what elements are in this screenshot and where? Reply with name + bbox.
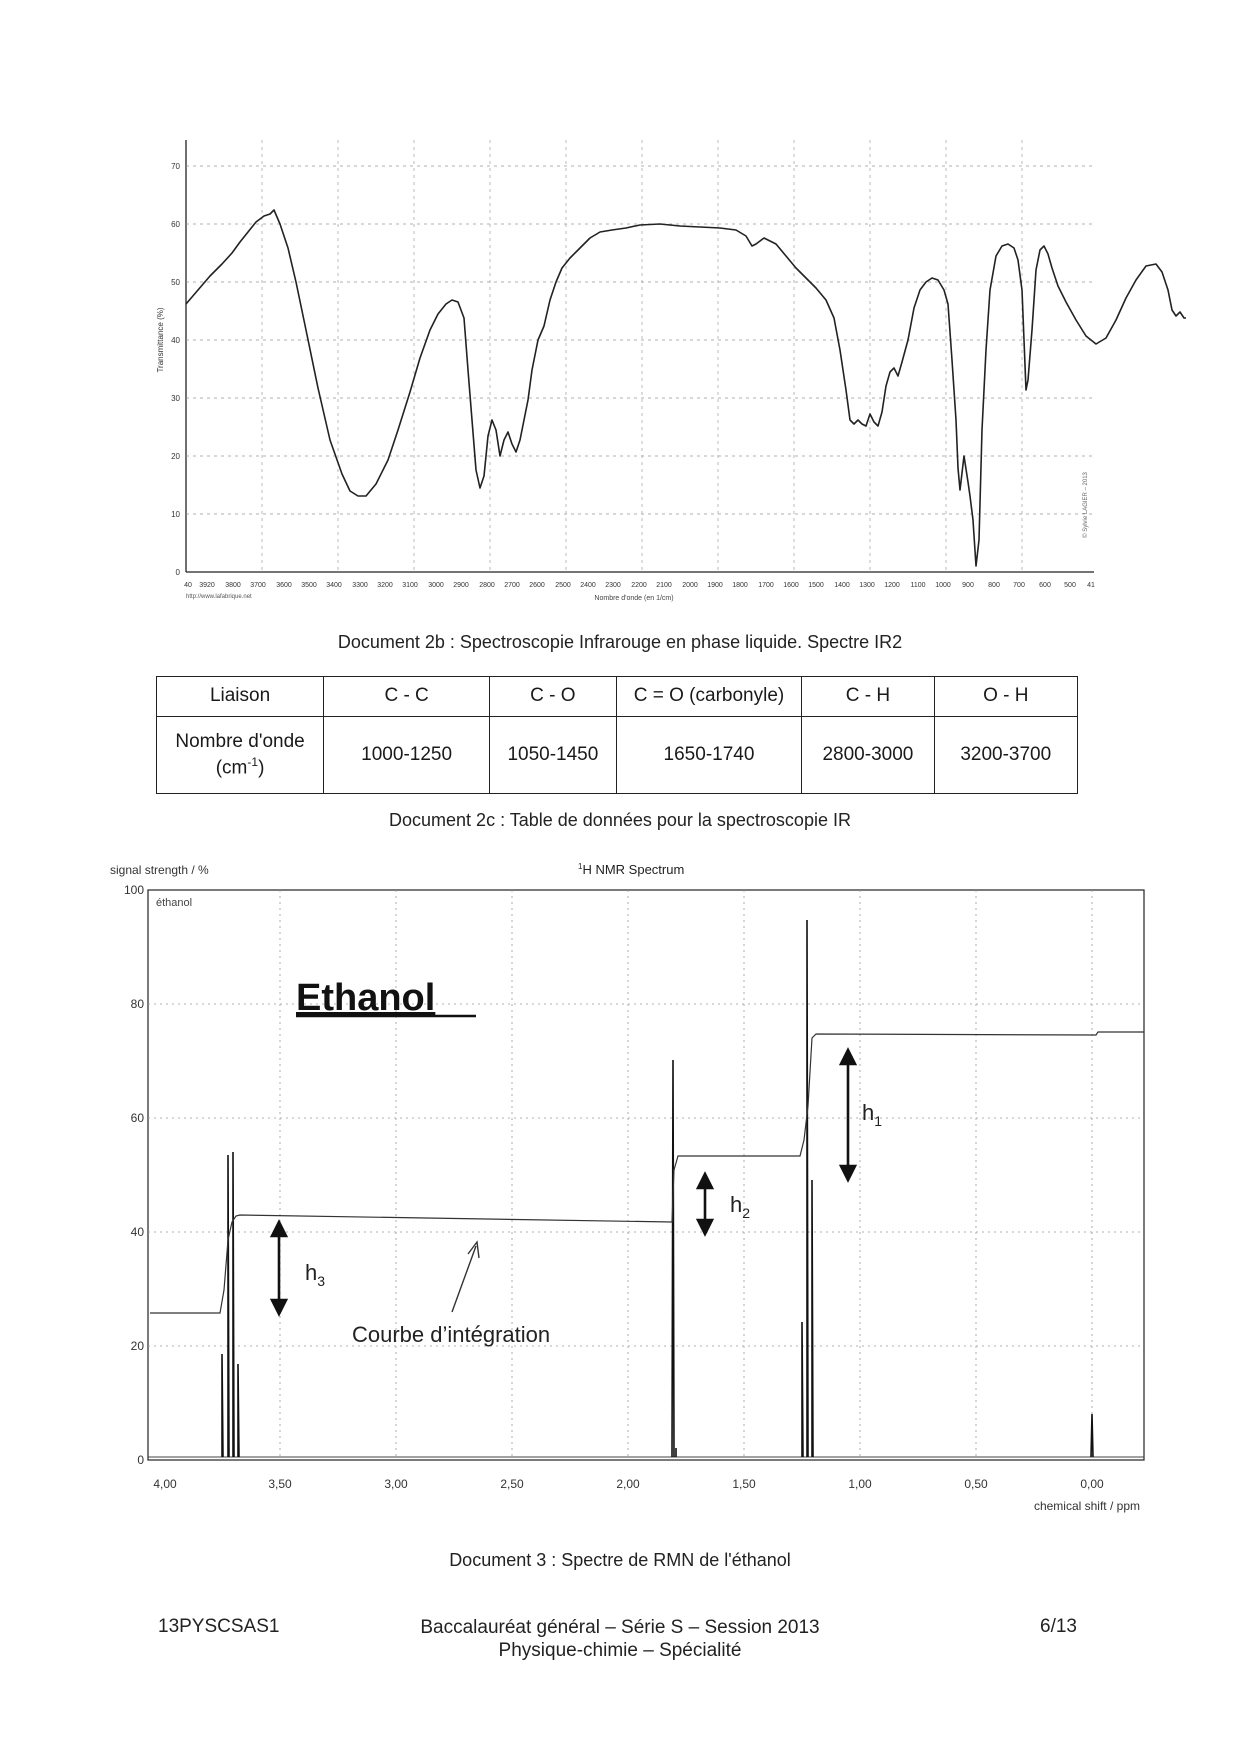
table-header-liaison: Liaison bbox=[157, 677, 324, 717]
nmr-x-label: chemical shift / ppm bbox=[1033, 1499, 1140, 1513]
ir-x-tick: 3200 bbox=[377, 582, 393, 589]
ir-x-tick: 3300 bbox=[352, 582, 368, 589]
ir-spectrum-trace bbox=[186, 210, 1186, 566]
ir-x-tick: 3500 bbox=[301, 582, 317, 589]
nmr-peak-quartet bbox=[222, 1152, 239, 1457]
nmr-x-tick: 3,00 bbox=[384, 1477, 408, 1491]
ir-x-tick: 1000 bbox=[935, 582, 951, 589]
table-cell-bond: O - H bbox=[934, 677, 1077, 717]
table-cell-range: 2800-3000 bbox=[802, 716, 934, 793]
nmr-plot-frame bbox=[148, 890, 1144, 1460]
ir-y-tick: 20 bbox=[171, 452, 180, 461]
nmr-h-grid bbox=[148, 1004, 1144, 1346]
ir-x-tick: 3700 bbox=[250, 582, 266, 589]
table-cell-bond: C - O bbox=[490, 677, 617, 717]
ir-x-tick: 2300 bbox=[605, 582, 621, 589]
ir-x-label: Nombre d'onde (en 1/cm) bbox=[594, 595, 674, 602]
ir-x-tick: 700 bbox=[1013, 582, 1025, 589]
ir-y-tick: 50 bbox=[171, 278, 180, 287]
h1-sub: 1 bbox=[874, 1113, 883, 1129]
ir-x-tick: 2700 bbox=[504, 582, 520, 589]
table-cell-range: 1650-1740 bbox=[616, 716, 802, 793]
ir-x-tick: 1400 bbox=[834, 582, 850, 589]
caption-3: Document 3 : Spectre de RMN de l'éthanol bbox=[449, 1550, 791, 1570]
ir-watermark: © Sylvie LAGIER – 2013 bbox=[1083, 472, 1089, 538]
nmr-spectrum-chart bbox=[0, 850, 1240, 1530]
ir-x-tick: 2100 bbox=[656, 582, 672, 589]
nmr-x-tick: 1,50 bbox=[732, 1477, 756, 1491]
nmr-x-tick: 0,00 bbox=[1080, 1477, 1104, 1491]
caption-2b: Document 2b : Spectroscopie Infrarouge en phase liquide. Spectre IR2 bbox=[337, 632, 903, 652]
table-row-label-unit: (cm bbox=[215, 757, 248, 779]
ir-x-tick: 2800 bbox=[479, 582, 495, 589]
ir-x-tick: 1100 bbox=[910, 582, 926, 589]
h3-sub: 3 bbox=[317, 1273, 326, 1289]
table-row-label-unit-close: ) bbox=[258, 757, 265, 779]
ir-y-tick: 30 bbox=[171, 394, 180, 403]
ir-x-tick: 800 bbox=[988, 582, 1000, 589]
ir-x-tick: 41 bbox=[1087, 582, 1095, 589]
integration-label: Courbe d’intégration bbox=[352, 1322, 551, 1347]
ir-y-tick: 0 bbox=[175, 568, 180, 577]
caption-2c: Document 2c : Table de données pour la spectroscopie IR bbox=[389, 810, 851, 830]
nmr-title-sup: 1 bbox=[578, 862, 583, 871]
ir-x-tick: 600 bbox=[1039, 582, 1051, 589]
ir-x-tick: 1800 bbox=[732, 582, 748, 589]
ir-x-tick: 900 bbox=[962, 582, 974, 589]
ir-x-tick: 2000 bbox=[682, 582, 698, 589]
nmr-y-tick: 0 bbox=[137, 1453, 144, 1467]
nmr-integration-curve bbox=[150, 1032, 1144, 1313]
ir-x-tick: 3100 bbox=[402, 582, 418, 589]
ir-x-tick: 2400 bbox=[580, 582, 596, 589]
nmr-peak-reference bbox=[1091, 1414, 1093, 1457]
ir-x-tick: 1700 bbox=[758, 582, 774, 589]
footer-line-1: Baccalauréat général – Série S – Session 2013 bbox=[420, 1617, 820, 1638]
table-cell-bond: C - C bbox=[324, 677, 490, 717]
nmr-y-tick: 100 bbox=[123, 883, 144, 897]
ir-x-tick: 3920 bbox=[199, 582, 215, 589]
table-cell-range: 1000-1250 bbox=[324, 716, 490, 793]
nmr-y-tick: 40 bbox=[130, 1225, 144, 1239]
h2-arrow bbox=[698, 1174, 712, 1234]
ir-spectrum-chart bbox=[0, 0, 1240, 610]
ir-x-tick: 1600 bbox=[783, 582, 799, 589]
ir-x-tick: 1200 bbox=[884, 582, 900, 589]
nmr-peak-triplet bbox=[802, 920, 813, 1457]
nmr-compound-tag: éthanol bbox=[156, 897, 193, 909]
nmr-title bbox=[578, 862, 684, 877]
h3-arrow bbox=[272, 1222, 286, 1314]
h2-label: $h_2$ bbox=[730, 1192, 751, 1221]
table-row bbox=[157, 716, 1078, 793]
nmr-y-tick: 80 bbox=[130, 997, 144, 1011]
nmr-v-grid bbox=[280, 890, 1092, 1460]
h1-label: $h_1$ bbox=[862, 1100, 883, 1129]
footer-code: 13PYSCSAS1 bbox=[158, 1616, 280, 1637]
ir-source-text: http://www.lafabrique.net bbox=[186, 594, 252, 600]
integration-pointer bbox=[452, 1242, 479, 1312]
ir-x-tick: 1500 bbox=[808, 582, 824, 589]
nmr-y-tick: 20 bbox=[130, 1339, 144, 1353]
table-row bbox=[157, 677, 1078, 717]
table-cell-bond: C - H bbox=[802, 677, 934, 717]
ir-y-tick: 10 bbox=[171, 510, 180, 519]
ir-x-tick: 1900 bbox=[707, 582, 723, 589]
ir-x-tick: 40 bbox=[184, 582, 192, 589]
table-cell-bond: C = O (carbonyle) bbox=[616, 677, 802, 717]
ir-y-label: Transmittance (%) bbox=[156, 307, 165, 373]
ir-x-tick: 1300 bbox=[859, 582, 875, 589]
footer-line-2: Physique-chimie – Spécialité bbox=[498, 1640, 742, 1661]
ir-y-tick: 60 bbox=[171, 220, 180, 229]
nmr-x-tick: 4,00 bbox=[153, 1477, 177, 1491]
table-cell-range: 1050-1450 bbox=[490, 716, 617, 793]
nmr-x-tick: 2,50 bbox=[500, 1477, 524, 1491]
nmr-y-label: signal strength / % bbox=[110, 863, 209, 877]
ir-x-tick: 500 bbox=[1064, 582, 1076, 589]
table-row-label bbox=[157, 716, 324, 793]
ir-v-grid bbox=[262, 140, 1022, 572]
ir-data-table bbox=[156, 676, 1078, 794]
nmr-x-tick: 3,50 bbox=[268, 1477, 292, 1491]
footer-page-number: 6/13 bbox=[1040, 1616, 1077, 1637]
nmr-peak-singlet bbox=[672, 1060, 676, 1457]
table-row-label-main: Nombre d'onde bbox=[175, 731, 305, 753]
h2-sub: 2 bbox=[742, 1205, 751, 1221]
ir-y-tick: 70 bbox=[171, 162, 180, 171]
ir-y-tick: 40 bbox=[171, 336, 180, 345]
ir-x-tick: 2900 bbox=[453, 582, 469, 589]
ir-x-tick: 3000 bbox=[428, 582, 444, 589]
table-cell-range: 3200-3700 bbox=[934, 716, 1077, 793]
nmr-x-tick: 1,00 bbox=[848, 1477, 872, 1491]
nmr-overlay-title: Ethanol bbox=[296, 977, 436, 1019]
ir-x-tick: 3400 bbox=[326, 582, 342, 589]
nmr-x-tick: 2,00 bbox=[616, 1477, 640, 1491]
nmr-title-main: H NMR Spectrum bbox=[582, 862, 685, 877]
footer-center bbox=[360, 1616, 880, 1662]
ir-x-tick: 3800 bbox=[225, 582, 241, 589]
ir-x-tick: 2600 bbox=[529, 582, 545, 589]
ir-x-tick: 3600 bbox=[276, 582, 292, 589]
h1-arrow bbox=[841, 1050, 855, 1180]
ir-x-tick: 2500 bbox=[555, 582, 571, 589]
ir-x-tick: 2200 bbox=[631, 582, 647, 589]
nmr-x-tick: 0,50 bbox=[964, 1477, 988, 1491]
nmr-y-tick: 60 bbox=[130, 1111, 144, 1125]
h3-label: $h_3$ bbox=[305, 1260, 326, 1289]
table-row-label-exp: -1 bbox=[247, 755, 259, 770]
